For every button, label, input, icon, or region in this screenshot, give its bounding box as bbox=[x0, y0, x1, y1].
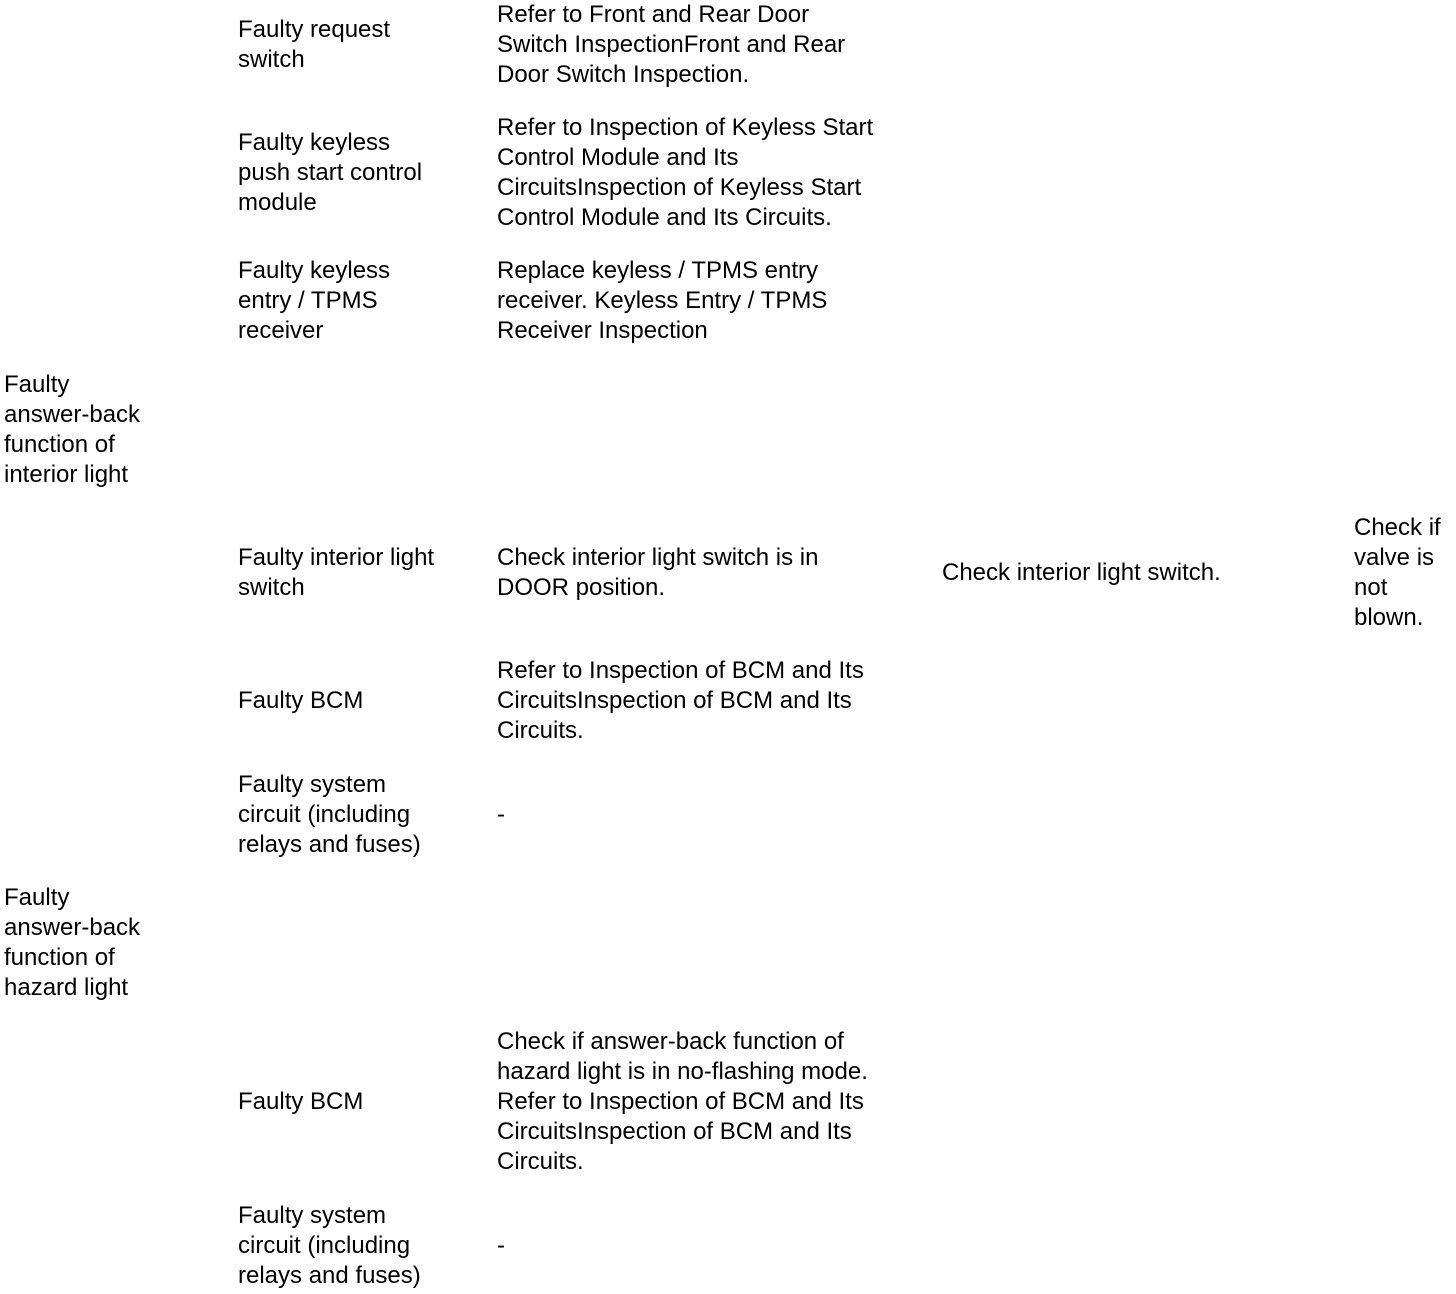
cause-keyless-entry-receiver: Faulty keyless entry / TPMS receiver bbox=[238, 257, 391, 344]
cause-interior-light-switch: Faulty interior light switch bbox=[238, 544, 435, 601]
note-valve-blown: Check if valve is not blown. bbox=[1354, 514, 1441, 631]
symptom-hazard-light: Faulty answer-back function of hazard light bbox=[4, 884, 141, 1001]
action-request-switch: Refer to Front and Rear Door Switch InspectionFront and Rear Door Switch Inspection. bbox=[497, 1, 846, 88]
extra-interior-light-switch: Check interior light switch. bbox=[942, 559, 1221, 586]
action-keyless-start-module: Refer to Inspection of Keyless Start Control Module and Its CircuitsInspection of Keyless Start Control Module and Its Circuits. bbox=[497, 114, 874, 231]
action-keyless-entry-receiver: Replace keyless / TPMS entry receiver. Keyless Entry / TPMS Receiver Inspection bbox=[497, 257, 828, 344]
cause-keyless-start-module: Faulty keyless push start control module bbox=[238, 129, 423, 216]
cause-request-switch: Faulty request switch bbox=[238, 16, 391, 73]
symptom-interior-light: Faulty answer-back function of interior light bbox=[4, 371, 141, 488]
cause-system-circuit-hazard: Faulty system circuit (including relays and fuses) bbox=[238, 1202, 421, 1289]
action-interior-light-switch: Check interior light switch is in DOOR position. bbox=[497, 544, 819, 601]
cause-bcm-interior: Faulty BCM bbox=[238, 687, 364, 714]
action-bcm-hazard: Check if answer-back function of hazard light is in no-flashing mode. Refer to Inspection of BCM and Its CircuitsInspection of BCM and Its Circuits. bbox=[497, 1028, 868, 1175]
action-system-circuit-hazard: - bbox=[497, 1232, 505, 1259]
action-bcm-interior: Refer to Inspection of BCM and Its CircuitsInspection of BCM and Its Circuits. bbox=[497, 657, 864, 744]
cause-bcm-hazard: Faulty BCM bbox=[238, 1088, 364, 1115]
action-system-circuit-interior: - bbox=[497, 801, 505, 828]
cause-system-circuit-interior: Faulty system circuit (including relays and fuses) bbox=[238, 771, 421, 858]
